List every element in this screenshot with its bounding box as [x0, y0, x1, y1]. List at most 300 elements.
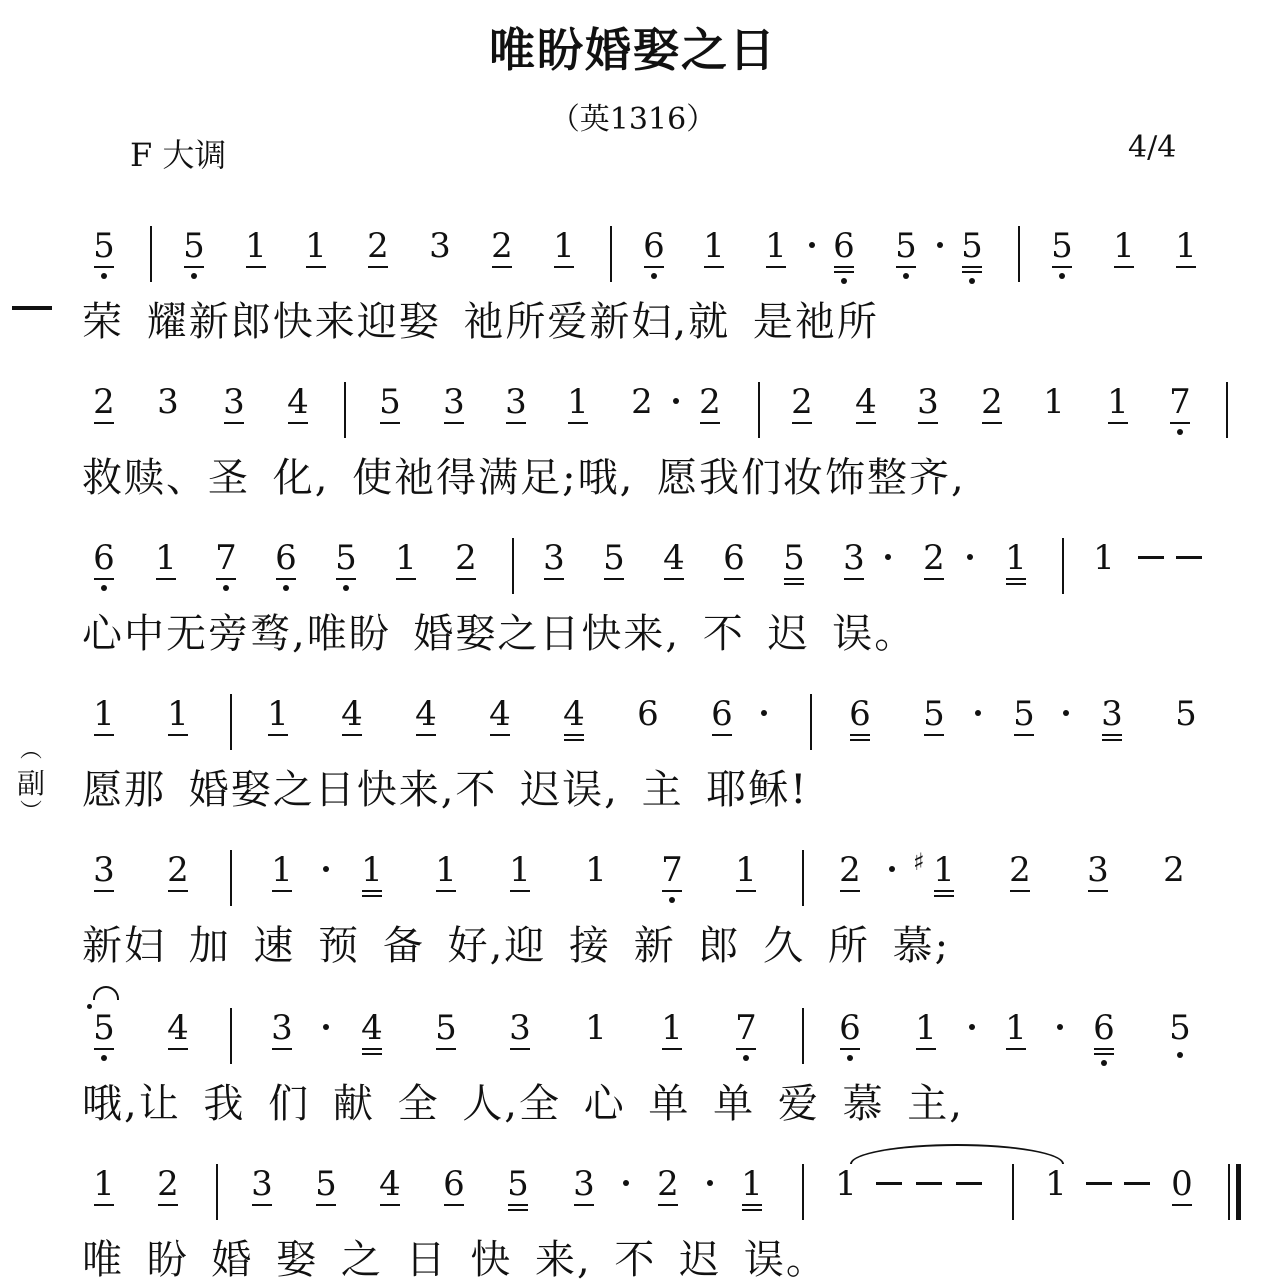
note [429, 1008, 463, 1048]
extension-dash [1086, 1182, 1112, 1185]
note-digit: 5 [1051, 226, 1073, 266]
note-digit: 3 [429, 226, 451, 266]
note-digit: 5 [435, 1008, 457, 1048]
underline [506, 422, 526, 424]
bar-line [802, 1164, 804, 1220]
underline [662, 1048, 682, 1050]
note [567, 1164, 601, 1204]
note-digit: 1 [765, 226, 787, 266]
underline [662, 890, 682, 892]
underline [1088, 890, 1108, 892]
underline [712, 734, 732, 736]
note [87, 850, 121, 890]
notes-row [0, 226, 1266, 286]
note-digit: 6 [443, 1164, 465, 1204]
note-digit: 1 [1175, 226, 1197, 266]
note [389, 538, 423, 578]
underline [704, 266, 724, 268]
sharp-sign: ♯ [913, 848, 925, 876]
underline [916, 1048, 936, 1050]
note-digit: 6 [275, 538, 297, 578]
bar-line [810, 694, 812, 750]
lower-octave-dot [343, 585, 349, 591]
underline [510, 890, 530, 892]
note [503, 1008, 537, 1048]
note [637, 226, 671, 266]
underline [336, 578, 356, 580]
bar-line [802, 1008, 804, 1064]
note-digit: 1 [435, 850, 457, 890]
note [265, 1008, 299, 1048]
underline [564, 739, 584, 741]
augmentation-dot [323, 1024, 329, 1030]
bar-line [230, 850, 232, 906]
verse-one-mark [12, 306, 52, 310]
bar-line [1062, 538, 1064, 594]
underline [272, 1048, 292, 1050]
lower-octave-dot [1059, 273, 1065, 279]
bar-line [512, 538, 514, 594]
note [151, 382, 185, 422]
note-digit: 1 [167, 694, 189, 734]
underline [934, 895, 954, 897]
bar-line [230, 1008, 232, 1064]
underline [268, 734, 288, 736]
note [547, 226, 581, 266]
note-digit: 2 [157, 1164, 179, 1204]
note-digit: 1 [1005, 538, 1027, 578]
note [151, 1164, 185, 1204]
underline [94, 578, 114, 580]
note-digit: 5 [335, 538, 357, 578]
underline [1102, 739, 1122, 741]
note-digit: 2 [93, 382, 115, 422]
note-digit: 4 [489, 694, 511, 734]
augmentation-dot [937, 242, 943, 248]
note [437, 382, 471, 422]
note [909, 1008, 943, 1048]
note-digit: 2 [839, 850, 861, 890]
note [537, 538, 571, 578]
note-digit: 1 [585, 850, 607, 890]
note [913, 848, 961, 890]
note [843, 694, 877, 734]
note-digit: 2 [167, 850, 189, 890]
note-digit: 1 [155, 538, 177, 578]
bar-line [610, 226, 612, 282]
note-digit: 2 [1009, 850, 1031, 890]
underline [1170, 422, 1190, 424]
lyrics-line: 新妇 加 速 预 备 好,迎 接 新 郎 久 所 慕; [82, 923, 951, 969]
note-digit: 3 [543, 538, 565, 578]
underline [94, 422, 114, 424]
note [917, 538, 951, 578]
page-title: 唯盼婚娶之日 [489, 23, 777, 77]
note-digit: 2 [923, 538, 945, 578]
note [955, 226, 989, 266]
note-digit: 6 [643, 226, 665, 266]
underline [742, 1204, 762, 1206]
underline [276, 578, 296, 580]
note-digit: 1 [267, 694, 289, 734]
note-digit: 3 [505, 382, 527, 422]
note [261, 694, 295, 734]
note-digit: 1 [703, 226, 725, 266]
note-digit: 3 [1101, 694, 1123, 734]
underline [1006, 583, 1026, 585]
note [849, 382, 883, 422]
note-digit: 3 [509, 1008, 531, 1048]
underline [252, 1204, 272, 1206]
note [1165, 1164, 1199, 1204]
note-digit: 1 [1005, 1008, 1027, 1048]
note-digit: 5 [507, 1164, 529, 1204]
bar-line [802, 850, 804, 906]
augmentation-dot [969, 1024, 975, 1030]
note [975, 382, 1009, 422]
underline [924, 578, 944, 580]
lower-octave-dot [283, 585, 289, 591]
note-digit: 3 [157, 382, 179, 422]
note [281, 382, 315, 422]
time-signature: 4/4 [1128, 130, 1177, 165]
note [705, 694, 739, 734]
note [1095, 694, 1129, 734]
note [1163, 382, 1197, 422]
lyrics-line: 荣 耀新郎快来迎娶 祂所爱新妇,就 是祂所 [82, 299, 879, 345]
note [833, 1008, 867, 1048]
underline [840, 890, 860, 892]
underline [168, 1048, 188, 1050]
note [651, 1164, 685, 1204]
note [265, 850, 299, 890]
underline [168, 890, 188, 892]
note-digit: 5 [961, 226, 983, 266]
note [437, 1164, 471, 1204]
note [1081, 850, 1115, 890]
note [655, 850, 689, 890]
underline [224, 422, 244, 424]
underline [342, 734, 362, 736]
note-digit: 2 [791, 382, 813, 422]
note-digit: 6 [93, 538, 115, 578]
note [655, 1008, 689, 1048]
bracket-top: ︵ [19, 738, 42, 763]
underline [1094, 1053, 1114, 1055]
note-digit: 7 [1169, 382, 1191, 422]
note [87, 382, 121, 422]
note-digit: 2 [491, 226, 513, 266]
note [999, 1008, 1033, 1048]
underline [1006, 1048, 1026, 1050]
note-digit: 1 [585, 1008, 607, 1048]
note-digit: 1 [1107, 382, 1129, 422]
note [837, 538, 871, 578]
note [449, 538, 483, 578]
underline [444, 422, 464, 424]
underline [508, 1209, 528, 1211]
note-digit: 6 [833, 226, 855, 266]
lower-octave-dot [903, 273, 909, 279]
note [361, 226, 395, 266]
lyrics-line: 心中无旁骛,唯盼 婚娶之日快来, 不 迟 误。 [82, 611, 917, 657]
underline [918, 422, 938, 424]
note [631, 694, 665, 734]
lower-octave-dot [651, 273, 657, 279]
note [833, 850, 867, 890]
note [245, 1164, 279, 1204]
lower-octave-dot [1177, 429, 1183, 435]
note [557, 694, 591, 734]
note [239, 226, 273, 266]
note [1037, 382, 1071, 422]
note-digit: 1 [395, 538, 417, 578]
underline [1094, 1048, 1114, 1050]
lyrics-line: 救赎、圣 化, 使祂得满足;哦, 愿我们妆饰整齐, [82, 455, 966, 501]
note-digit: 1 [735, 850, 757, 890]
note [1163, 1008, 1197, 1048]
note-digit: 1 [271, 850, 293, 890]
augmentation-dot [1057, 1024, 1063, 1030]
note-digit: 7 [661, 850, 683, 890]
note [911, 382, 945, 422]
underline [1172, 1204, 1192, 1206]
underline [416, 734, 436, 736]
augmentation-dot [809, 242, 815, 248]
underline [792, 422, 812, 424]
note [409, 694, 443, 734]
note-digit: 1 [567, 382, 589, 422]
note-digit: 5 [1013, 694, 1035, 734]
note [759, 226, 793, 266]
note-digit: 4 [341, 694, 363, 734]
note [829, 1164, 863, 1204]
note [1039, 1164, 1073, 1204]
note-digit: 6 [849, 694, 871, 734]
note-digit: 1 [1043, 382, 1065, 422]
underline [544, 578, 564, 580]
note-digit: 1 [93, 694, 115, 734]
note-digit: 2 [455, 538, 477, 578]
notes-row [0, 1164, 1266, 1224]
underline [896, 266, 916, 268]
note [889, 226, 923, 266]
note [1169, 694, 1203, 734]
fermata-dot [87, 1004, 92, 1009]
lower-octave-dot [841, 278, 847, 284]
note [355, 850, 389, 890]
note [579, 1008, 613, 1048]
underline [568, 422, 588, 424]
note [503, 850, 537, 890]
underline [168, 734, 188, 736]
note [729, 1008, 763, 1048]
lower-octave-dot [1177, 1052, 1183, 1058]
note [373, 382, 407, 422]
bar-line [1226, 382, 1228, 438]
note [827, 226, 861, 266]
underline [456, 578, 476, 580]
augmentation-dot [885, 554, 891, 560]
underline [94, 266, 114, 268]
note [693, 382, 727, 422]
note-digit: 3 [251, 1164, 273, 1204]
underline [362, 890, 382, 892]
bar-line [758, 382, 760, 438]
lower-octave-dot [223, 585, 229, 591]
lower-octave-dot [743, 1055, 749, 1061]
underline [184, 266, 204, 268]
note [657, 538, 691, 578]
note [483, 694, 517, 734]
underline [94, 1204, 114, 1206]
underline [396, 578, 416, 580]
underline [1052, 266, 1072, 268]
note [717, 538, 751, 578]
lower-octave-dot [847, 1055, 853, 1061]
note-digit: 1 [305, 226, 327, 266]
note-digit: 2 [981, 382, 1003, 422]
bar-line-thick [1236, 1164, 1241, 1220]
note [1107, 226, 1141, 266]
note-digit: 5 [895, 226, 917, 266]
note-digit: 4 [415, 694, 437, 734]
underline [288, 422, 308, 424]
note-digit: 5 [183, 226, 205, 266]
augmentation-dot [889, 866, 895, 872]
augmentation-dot [1063, 710, 1069, 716]
notes-row [0, 850, 1266, 910]
underline [934, 890, 954, 892]
underline [924, 734, 944, 736]
note-digit: 4 [663, 538, 685, 578]
note [1157, 850, 1191, 890]
underline [1108, 422, 1128, 424]
underline [94, 890, 114, 892]
underline [834, 271, 854, 273]
augmentation-dot [673, 398, 679, 404]
note [309, 1164, 343, 1204]
note-digit: 3 [843, 538, 865, 578]
underline [492, 266, 512, 268]
underline [962, 271, 982, 273]
note-digit: 6 [723, 538, 745, 578]
note [161, 1008, 195, 1048]
note-digit: 1 [741, 1164, 763, 1204]
underline [736, 1048, 756, 1050]
underline [436, 1048, 456, 1050]
note-digit: 3 [573, 1164, 595, 1204]
note-digit: 1 [915, 1008, 937, 1048]
underline [784, 578, 804, 580]
key-signature: F 大调 [130, 136, 227, 174]
note [999, 538, 1033, 578]
note [485, 226, 519, 266]
note [87, 694, 121, 734]
note-digit: 3 [917, 382, 939, 422]
note-digit: 4 [167, 1008, 189, 1048]
augmentation-dot [707, 1180, 713, 1186]
underline [94, 734, 114, 736]
note-digit: 1 [1113, 226, 1135, 266]
underline [658, 1204, 678, 1206]
note-digit: 4 [855, 382, 877, 422]
underline [850, 739, 870, 741]
lower-octave-dot [1101, 1060, 1107, 1066]
note-digit: 0 [1171, 1164, 1193, 1204]
lower-octave-dot [101, 585, 107, 591]
lyrics-line: 哦,让 我 们 献 全 人,全 心 单 单 爱 慕 主, [82, 1081, 965, 1127]
note-digit: 5 [93, 1008, 115, 1048]
note [777, 538, 811, 578]
note [161, 694, 195, 734]
underline [380, 1204, 400, 1206]
note [579, 850, 613, 890]
underline [490, 734, 510, 736]
underline [844, 578, 864, 580]
augmentation-dot [323, 866, 329, 872]
note [161, 850, 195, 890]
note-digit: 2 [699, 382, 721, 422]
note-digit: 3 [223, 382, 245, 422]
underline [700, 422, 720, 424]
note-digit: 2 [631, 382, 653, 422]
note-digit: 1 [835, 1164, 857, 1204]
note-digit: 7 [215, 538, 237, 578]
lower-octave-dot [101, 273, 107, 279]
note-digit: 7 [735, 1008, 757, 1048]
note [1007, 694, 1041, 734]
underline [436, 890, 456, 892]
lower-octave-dot [669, 897, 675, 903]
augmentation-dot [623, 1180, 629, 1186]
underline [380, 422, 400, 424]
underline [1102, 734, 1122, 736]
extension-dash [1176, 556, 1202, 559]
underline [850, 734, 870, 736]
note-digit: 4 [563, 694, 585, 734]
underline [316, 1204, 336, 1206]
note-digit: 1 [245, 226, 267, 266]
notes-row [0, 694, 1266, 754]
note [177, 226, 211, 266]
underline [216, 578, 236, 580]
underline [510, 1048, 530, 1050]
note [329, 538, 363, 578]
note [729, 850, 763, 890]
note-digit: 3 [271, 1008, 293, 1048]
note-digit: 5 [315, 1164, 337, 1204]
note [429, 850, 463, 890]
note [499, 382, 533, 422]
underline [1176, 266, 1196, 268]
note-digit: 6 [637, 694, 659, 734]
underline [1014, 734, 1034, 736]
hymn-number: （英1316） [549, 102, 717, 137]
note [1087, 1008, 1121, 1048]
note-digit: 5 [923, 694, 945, 734]
lyrics-line: 唯 盼 婚 娶 之 日 快 来, 不 迟 误。 [82, 1237, 828, 1283]
note-digit: 3 [93, 850, 115, 890]
notes-row [0, 1008, 1266, 1068]
underline [766, 266, 786, 268]
underline [962, 266, 982, 268]
underline [246, 266, 266, 268]
note [1087, 538, 1121, 578]
note-digit: 4 [379, 1164, 401, 1204]
note [87, 226, 121, 266]
note-digit: 5 [1169, 1008, 1191, 1048]
